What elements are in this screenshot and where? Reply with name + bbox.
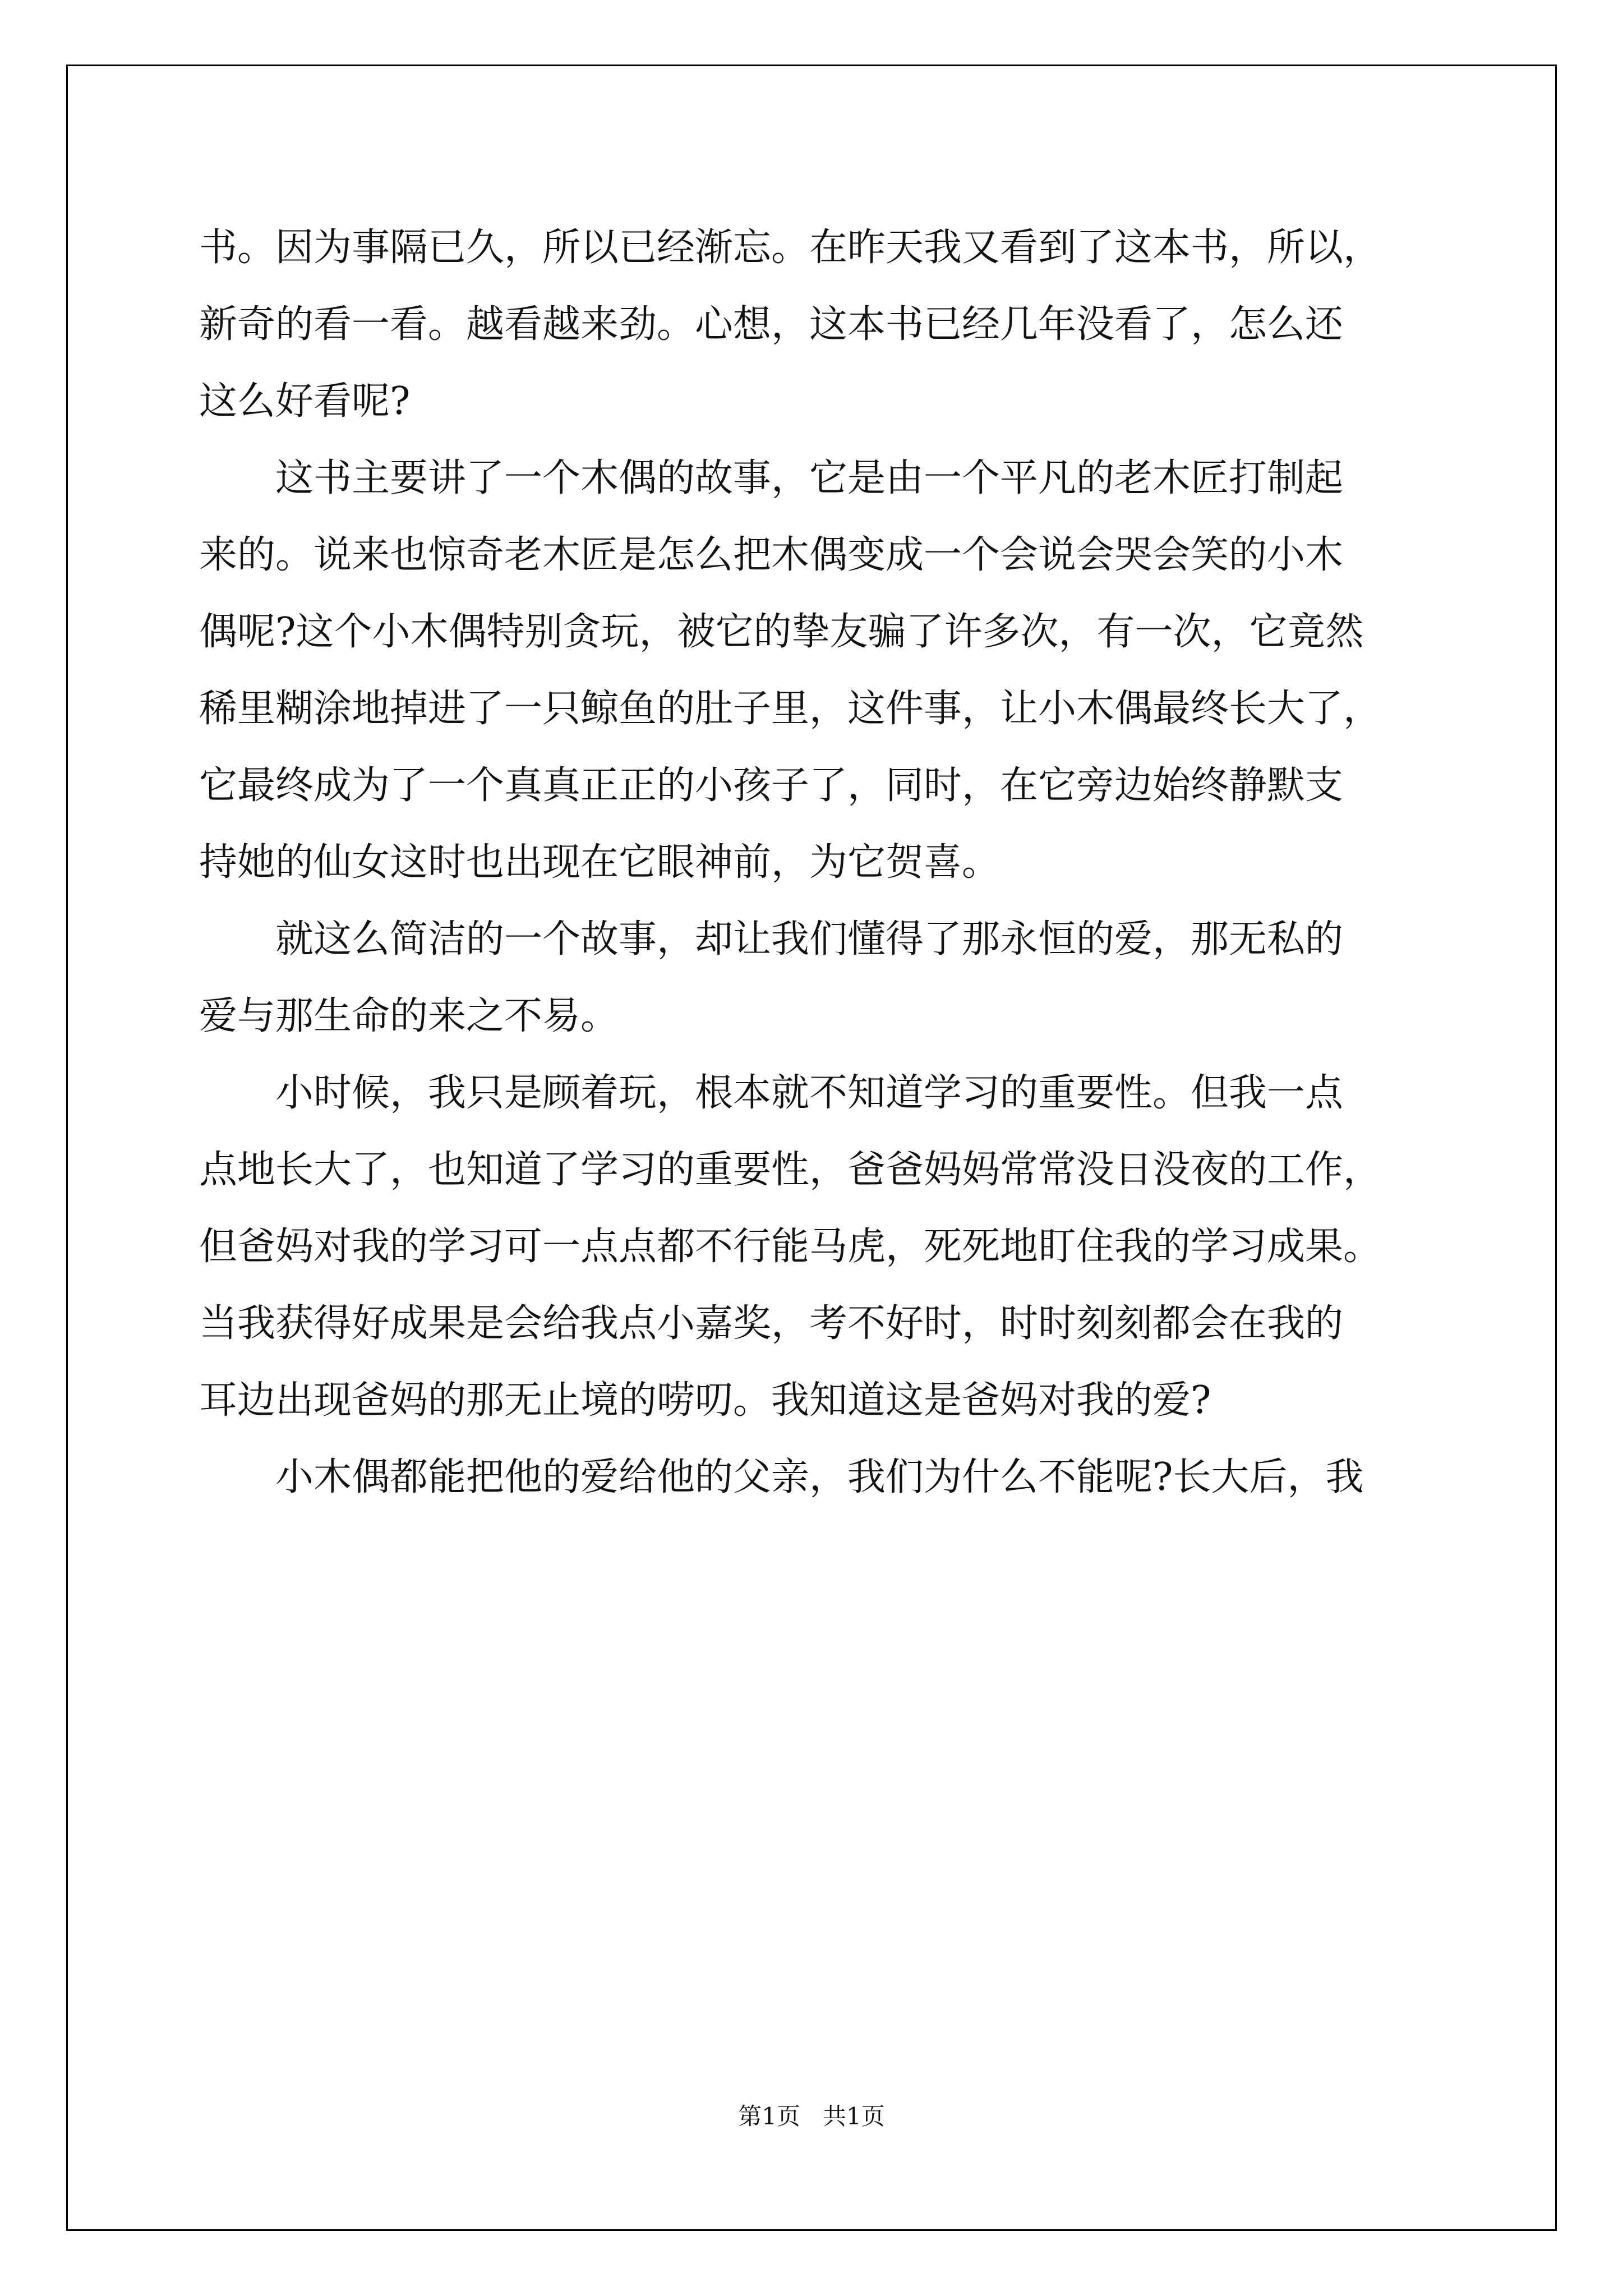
text-line-11: 爱与那生命的来之不易。 — [199, 994, 619, 1038]
text-line-15: 当我获得好成果是会给我点小嘉奖，考不好时，时时刻刻都会在我的 — [199, 1301, 1344, 1346]
text-line-3: 这么好看呢? — [199, 379, 411, 424]
text-line-17: 小木偶都能把他的爱给他的父亲，我们为什么不能呢?长大后，我 — [275, 1455, 1364, 1499]
text-line-9: 持她的仙女这时也出现在它眼神前，为它贺喜。 — [199, 840, 1000, 885]
text-line-12: 小时候，我只是顾着玩，根本就不知道学习的重要性。但我一点 — [275, 1071, 1344, 1115]
text-line-7: 稀里糊涂地掉进了一只鲸鱼的肚子里，这件事，让小木偶最终长大了， — [199, 687, 1382, 731]
text-line-8: 它最终成为了一个真真正正的小孩子了，同时，在它旁边始终静默支 — [199, 763, 1344, 808]
text-line-1: 书。因为事隔已久，所以已经渐忘。在昨天我又看到了这本书，所以， — [199, 226, 1382, 270]
text-line-6: 偶呢?这个小木偶特别贪玩，被它的挚友骗了许多次，有一次，它竟然 — [199, 610, 1364, 654]
document-body — [199, 209, 1450, 1516]
text-line-14: 但爸妈对我的学习可一点点都不行能马虎，死死地盯住我的学习成果。 — [199, 1225, 1382, 1269]
text-line-16: 耳边出现爸妈的那无止境的唠叨。我知道这是爸妈对我的爱? — [199, 1378, 1211, 1423]
text-line-13: 点地长大了，也知道了学习的重要性，爸爸妈妈常常没日没夜的工作， — [199, 1148, 1382, 1192]
page-number-footer: 第1页 共1页 — [738, 2102, 885, 2130]
text-line-2: 新奇的看一看。越看越来劲。心想，这本书已经几年没看了，怎么还 — [199, 302, 1344, 347]
text-line-5: 来的。说来也惊奇老木匠是怎么把木偶变成一个会说会哭会笑的小木 — [199, 533, 1344, 577]
text-line-10: 就这么简洁的一个故事，却让我们懂得了那永恒的爱，那无私的 — [275, 917, 1344, 961]
text-line-4: 这书主要讲了一个木偶的故事，它是由一个平凡的老木匠打制起 — [275, 456, 1344, 500]
